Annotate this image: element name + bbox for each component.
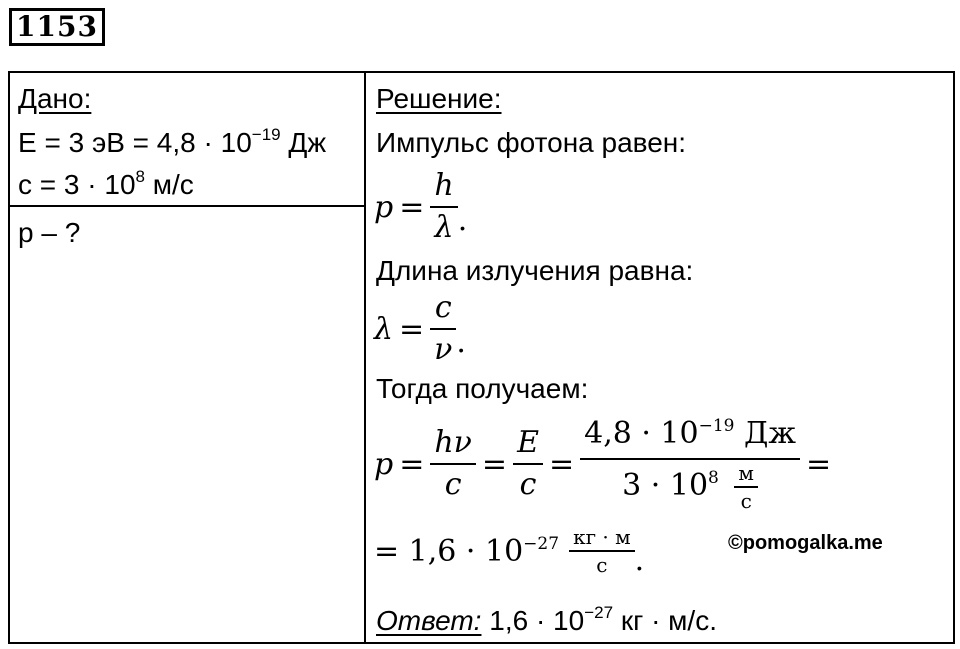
solution-line-result: Тогда получаем: — [376, 373, 589, 404]
solution-line-wavelength: Длина излучения равна: — [376, 255, 694, 286]
watermark: ©pomogalka.me — [728, 532, 883, 554]
solution-line-momentum: Импульс фотона равен: — [376, 127, 687, 158]
find-quantity: p – ? — [18, 217, 81, 248]
formula-result: = $1,6 \cdot 10^{-27}$ $\frac{кг \cdot м}{с}$ . — [374, 525, 645, 578]
answer-line: Ответ: $1,6 \cdot 10^{-27}$ кг · м/с. — [376, 603, 717, 636]
column-divider — [364, 71, 366, 644]
formula-wavelength: λ = $\frac{c}{\nu}$ . — [374, 290, 466, 367]
given-energy: E = 3 эВ = $4,8 \cdot 10^{-19}$ Дж — [18, 125, 327, 158]
formula-momentum: p = $\frac{h}{\lambda}$ . — [374, 168, 468, 245]
problem-number: 1153 — [9, 8, 105, 46]
formula-final: p = $\frac{h\nu}{c}$ = $\frac{E}{c}$ = $4,8 \cdot 10^{-19}$ Дж $3 \cdot 10^8$ $\frac{м}{с}$ = — [374, 416, 832, 513]
solution-header: Решение: — [376, 83, 502, 114]
given-speed: $c = 3 \cdot 10^8$ м/с — [18, 167, 194, 200]
given-header: Дано: — [18, 83, 92, 114]
